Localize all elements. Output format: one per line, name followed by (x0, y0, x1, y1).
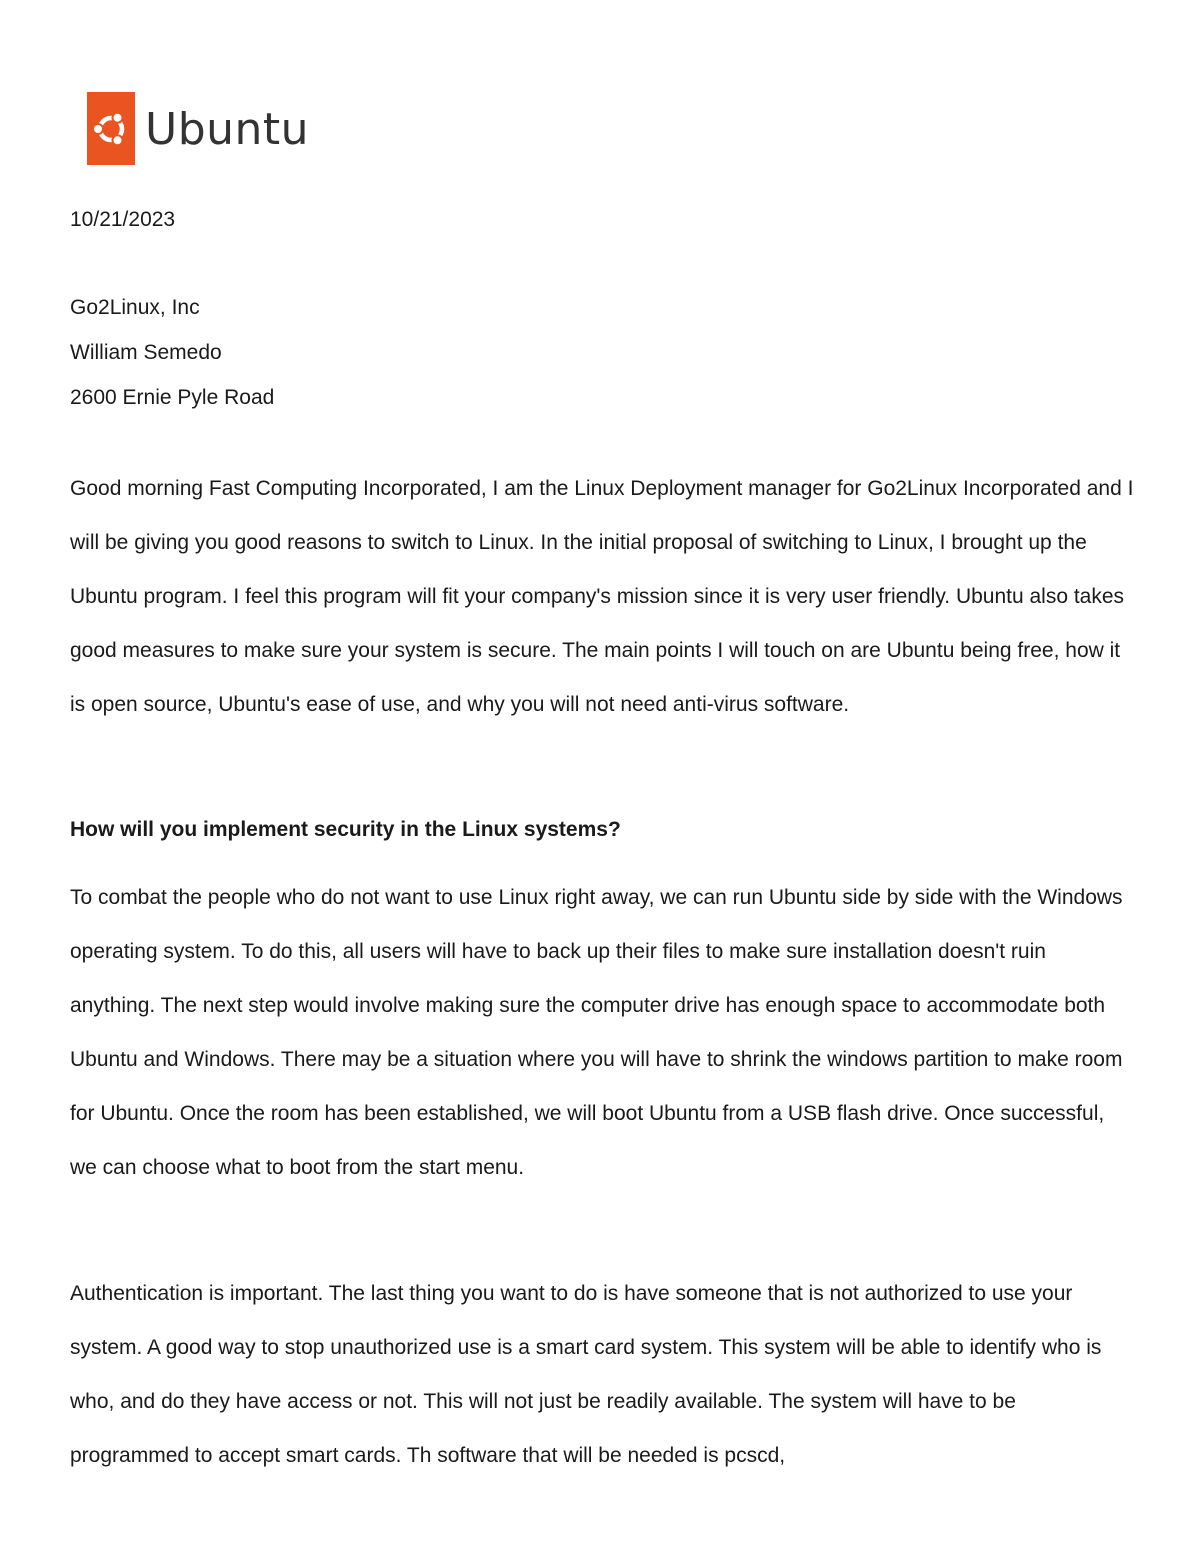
section-heading: How will you implement security in the Linux systems? (70, 818, 621, 841)
ubuntu-logo (87, 92, 309, 165)
section-paragraph-2: Authentication is important. The last thing you want to do is have someone that is not authorized to use your system. A good way to stop unauthorized use is a smart card system. This system will be able to identify who is who, and do they have access or not. This will not just be readily available. The system will have to be programmed to accept smart cards. Th software that will be needed is pcscd, (70, 1282, 1102, 1467)
address-street: 2600 Ernie Pyle Road (70, 386, 275, 409)
letter-date: 10/21/2023 (70, 208, 176, 231)
intro-paragraph: Good morning Fast Computing Incorporated, I am the Linux Deployment manager for Go2Linux Incorporated and I will be giving you good reasons to switch to Linux. In the initial proposal of switching to Linux, I brought up the Ubuntu program. I feel this program will fit your company's mission since it is very user friendly. Ubuntu also takes good measures to make sure your system is secure. The main points I will touch on are Ubuntu being free, how it is open source, Ubuntu's ease of use, and why you will not need anti-virus software. (70, 477, 1134, 716)
section-paragraph-1: To combat the people who do not want to use Linux right away, we can run Ubuntu side by side with the Windows operating system. To do this, all users will have to back up their files to make sure installation doesn't ruin anything. The next step would involve making sure the computer drive has enough space to accommodate both Ubuntu and Windows. There may be a situation where you will have to shrink the windows partition to make room for Ubuntu. Once the room has been established, we will boot Ubuntu from a USB flash drive. Once successful, we can choose what to boot from the start menu. (70, 886, 1123, 1179)
logo-wordmark: Ubuntu (145, 103, 310, 155)
ubuntu-circle-of-friends-icon (87, 92, 135, 165)
recipient-address (70, 294, 274, 429)
address-name: William Semedo (70, 341, 222, 364)
address-company: Go2Linux, Inc (70, 296, 200, 319)
